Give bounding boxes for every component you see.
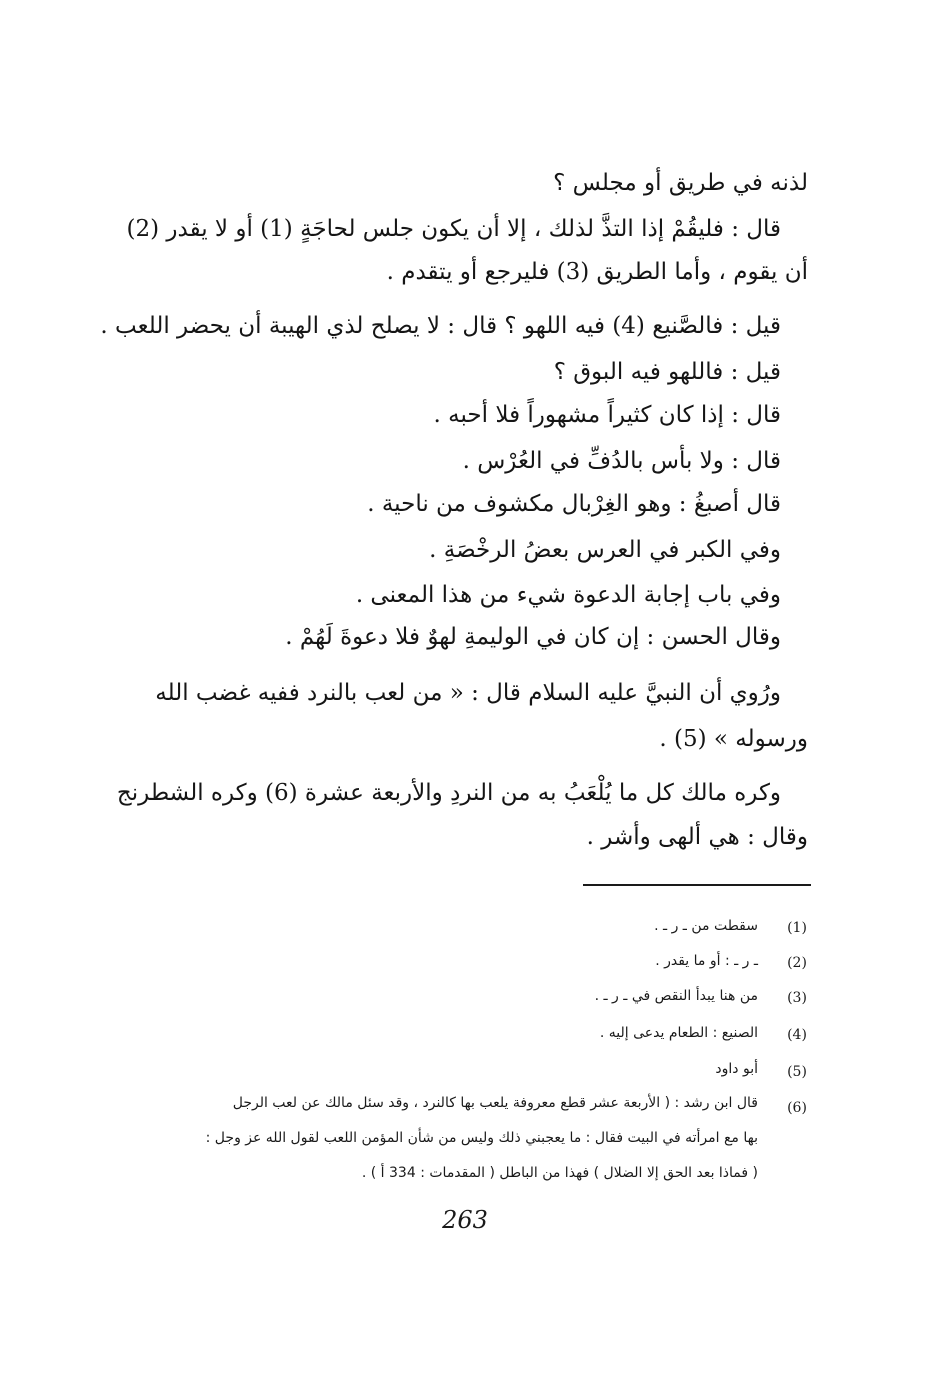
body-line: ورُوي أن النبيَّ عليه السلام قال : « من لعب بالنرد ففيه غضب الله	[155, 680, 781, 706]
body-line: قال : فليقُمْ إذا التذَّ لذلك ، إلا أن يكون جلس لحاجَةٍ (1) أو لا يقدر (2)	[126, 216, 781, 242]
footnote-continuation: ( فماذا بعد الحق إلا الضلال ) فهذا من الباطل ( المقدمات : 334 أ ) .	[361, 1165, 758, 1181]
footnote-text: سقطت من ـ ر ـ .	[654, 918, 758, 934]
body-line: قيل : فاللهو فيه البوق ؟	[553, 359, 781, 385]
footnote-number: (4)	[787, 1027, 807, 1043]
footnote-number: (6)	[787, 1100, 807, 1116]
footnote-continuation: بها مع امرأته في البيت فقال : ما يعجبني ذلك وليس من شأن المؤمن اللعب لقول الله عز وجل :	[205, 1130, 758, 1146]
footnote-text: أبو داود	[715, 1061, 758, 1077]
body-line: وقال الحسن : إن كان في الوليمةِ لهوٌ فلا دعوةَ لَهُمْ .	[285, 624, 781, 650]
footnote-text: ـ ر ـ : أو ما يقدر .	[655, 953, 758, 969]
footnote-text: الصنيع : الطعام يدعى إليه .	[599, 1025, 758, 1041]
body-line: وفي باب إجابة الدعوة شيء من هذا المعنى .	[355, 582, 781, 608]
body-line: لذنه في طريق أو مجلس ؟	[553, 170, 808, 196]
page-number: 263	[442, 1206, 488, 1234]
footnote-number: (3)	[787, 990, 807, 1006]
body-line: وكره مالك كل ما يُلْعَبُ به من النردِ والأربعة عشرة (6) وكره الشطرنج	[116, 780, 781, 806]
footnote-number: (1)	[787, 920, 807, 936]
body-line: وفي الكبر في العرس بعضُ الرخْصَةِ .	[429, 537, 781, 563]
footnote-text: من هنا يبدأ النقص في ـ ر ـ .	[594, 988, 758, 1004]
body-line: قال : إذا كان كثيراً مشهوراً فلا أحبه .	[433, 402, 781, 428]
body-line: قال : ولا بأس بالدُفِّ في العُرْس .	[462, 448, 781, 474]
body-line: وقال : هي ألهى وأشر .	[586, 824, 808, 850]
body-line: أن يقوم ، وأما الطريق (3) فليرجع أو يتقدم .	[386, 259, 808, 285]
footnote-number: (2)	[787, 955, 807, 971]
body-line: ورسوله » (5) .	[659, 726, 808, 752]
footnote-text: قال ابن رشد : ( الأربعة عشر قطع معروفة يلعب بها كالنرد ، وقد سئل مالك عن لعب الرجل	[232, 1095, 758, 1111]
body-line: قال أصبغُ : وهو الغِرْبال مكشوف من ناحية .	[367, 491, 781, 517]
footnote-number: (5)	[787, 1064, 807, 1080]
body-line: قيل : فالصَّنيع (4) فيه اللهو ؟ قال : لا يصلح لذي الهيبة أن يحضر اللعب .	[100, 313, 781, 339]
footnote-separator	[583, 884, 811, 886]
